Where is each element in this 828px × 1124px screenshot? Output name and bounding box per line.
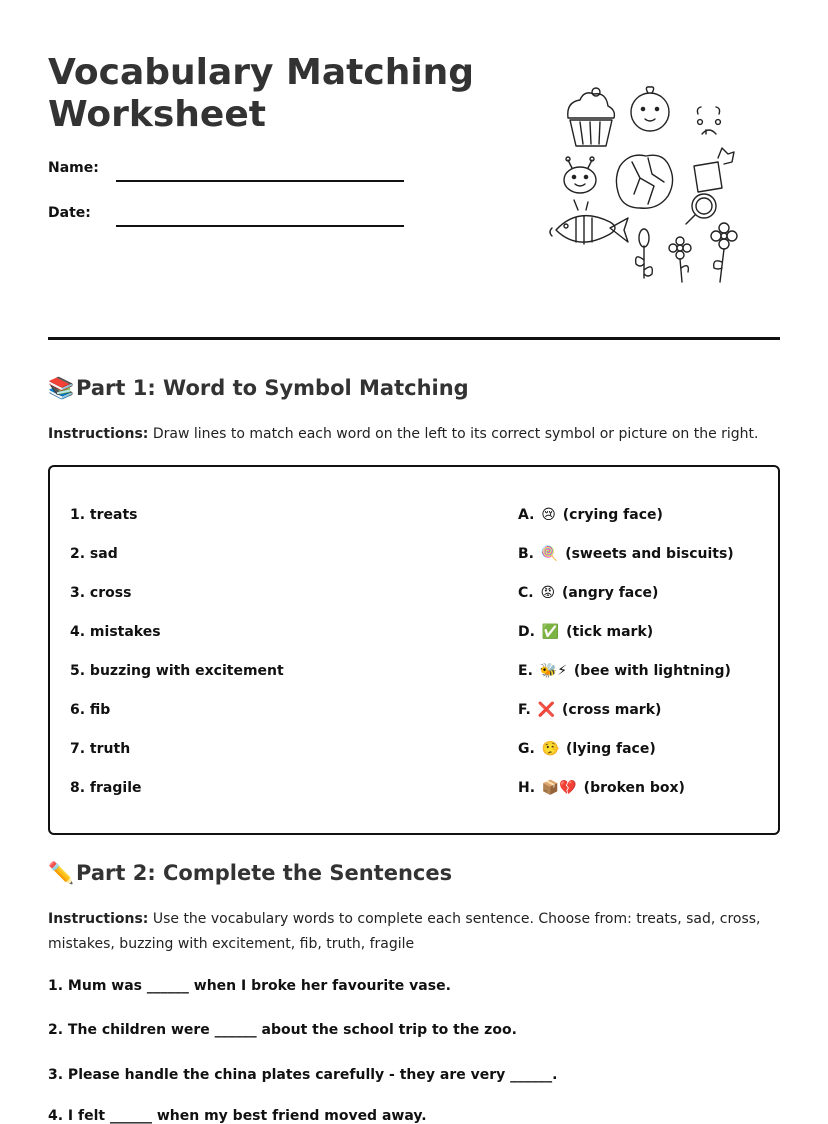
symbol-desc: (crying face) bbox=[562, 507, 663, 523]
symbol-letter: A. bbox=[518, 507, 535, 523]
lollipop-icon: 🍭 bbox=[540, 546, 559, 562]
part1-heading bbox=[48, 376, 469, 401]
symbol-item bbox=[518, 702, 661, 718]
date-label: Date: bbox=[48, 205, 91, 221]
symbol-desc: (broken box) bbox=[583, 780, 685, 796]
symbol-letter: F. bbox=[518, 702, 531, 718]
baby-face-icon bbox=[631, 87, 669, 131]
name-field bbox=[48, 160, 408, 184]
symbol-letter: B. bbox=[518, 546, 534, 562]
sentence-item: 3. Please handle the china plates carefully - they are very ______. bbox=[48, 1067, 558, 1083]
symbol-item bbox=[518, 507, 663, 523]
doodle-illustration bbox=[548, 82, 748, 292]
flower-icon bbox=[636, 229, 653, 278]
symbol-item bbox=[518, 780, 685, 796]
symbol-letter: D. bbox=[518, 624, 535, 640]
part2-instructions-text: Use the vocabulary words to complete each sentence. Choose from: treats, sad, cross, mistakes, buzzing with excitement, fib, truth, fragile bbox=[48, 911, 761, 952]
symbol-letter: E. bbox=[518, 663, 533, 679]
bee-lightning-icon: 🐝⚡ bbox=[539, 663, 568, 679]
books-icon: 📚 bbox=[48, 376, 75, 400]
bug-face-icon bbox=[564, 157, 596, 193]
symbol-item bbox=[518, 546, 734, 562]
matching-box bbox=[48, 465, 780, 835]
part2-heading-text: Part 2: Complete the Sentences bbox=[76, 861, 453, 885]
symbol-letter: C. bbox=[518, 585, 534, 601]
word-item: 2. sad bbox=[70, 546, 118, 562]
part1-instructions bbox=[48, 422, 780, 447]
fish-icon bbox=[550, 200, 628, 244]
word-item: 3. cross bbox=[70, 585, 132, 601]
magnifier-icon bbox=[686, 148, 734, 224]
broken-box-icon: 📦💔 bbox=[541, 780, 577, 796]
daisy-icon bbox=[669, 237, 691, 282]
name-label: Name: bbox=[48, 160, 99, 176]
symbol-desc: (lying face) bbox=[566, 741, 656, 757]
tall-flower-icon bbox=[711, 223, 737, 282]
symbol-desc: (tick mark) bbox=[566, 624, 654, 640]
part1-heading-text: Part 1: Word to Symbol Matching bbox=[76, 376, 469, 400]
symbol-desc: (angry face) bbox=[561, 585, 659, 601]
lying-face-icon: 🤥 bbox=[541, 741, 560, 757]
word-item: 7. truth bbox=[70, 741, 131, 757]
word-item: 8. fragile bbox=[70, 780, 142, 796]
symbol-item bbox=[518, 741, 656, 757]
crumpled-paper-icon bbox=[616, 155, 672, 208]
worksheet-title: Vocabulary Matching Worksheet bbox=[48, 52, 475, 135]
symbol-letter: G. bbox=[518, 741, 535, 757]
angry-face-icon: 😡 bbox=[540, 585, 556, 601]
section-divider bbox=[48, 337, 780, 340]
word-item: 1. treats bbox=[70, 507, 138, 523]
name-line bbox=[116, 180, 404, 182]
part1-instructions-text: Draw lines to match each word on the left to its correct symbol or picture on the right. bbox=[148, 426, 759, 442]
sentence-item: 2. The children were ______ about the school trip to the zoo. bbox=[48, 1022, 517, 1038]
part2-heading bbox=[48, 861, 452, 886]
date-line bbox=[116, 225, 404, 227]
symbol-letter: H. bbox=[518, 780, 536, 796]
crying-face-icon: 😢 bbox=[541, 507, 556, 523]
word-item: 6. fib bbox=[70, 702, 111, 718]
tick-mark-icon: ✅ bbox=[541, 624, 560, 640]
cupcake-icon bbox=[568, 88, 615, 146]
symbol-item bbox=[518, 663, 731, 679]
sad-face-icon bbox=[697, 107, 720, 134]
word-item: 5. buzzing with excitement bbox=[70, 663, 284, 679]
word-item: 4. mistakes bbox=[70, 624, 161, 640]
part1-instructions-label: Instructions: bbox=[48, 426, 149, 442]
symbol-item bbox=[518, 624, 653, 640]
sentence-item: 4. I felt ______ when my best friend moved away. bbox=[48, 1108, 427, 1124]
symbol-desc: (bee with lightning) bbox=[573, 663, 731, 679]
symbol-item bbox=[518, 585, 658, 601]
pencil-icon: ✏️ bbox=[48, 861, 75, 885]
part2-instructions-label: Instructions: bbox=[48, 911, 149, 927]
sentence-item: 1. Mum was ______ when I broke her favourite vase. bbox=[48, 978, 451, 994]
symbol-desc: (cross mark) bbox=[562, 702, 662, 718]
cross-mark-icon: ❌ bbox=[537, 702, 556, 718]
part2-instructions bbox=[48, 907, 780, 957]
symbol-desc: (sweets and biscuits) bbox=[565, 546, 734, 562]
date-field bbox=[48, 205, 408, 229]
